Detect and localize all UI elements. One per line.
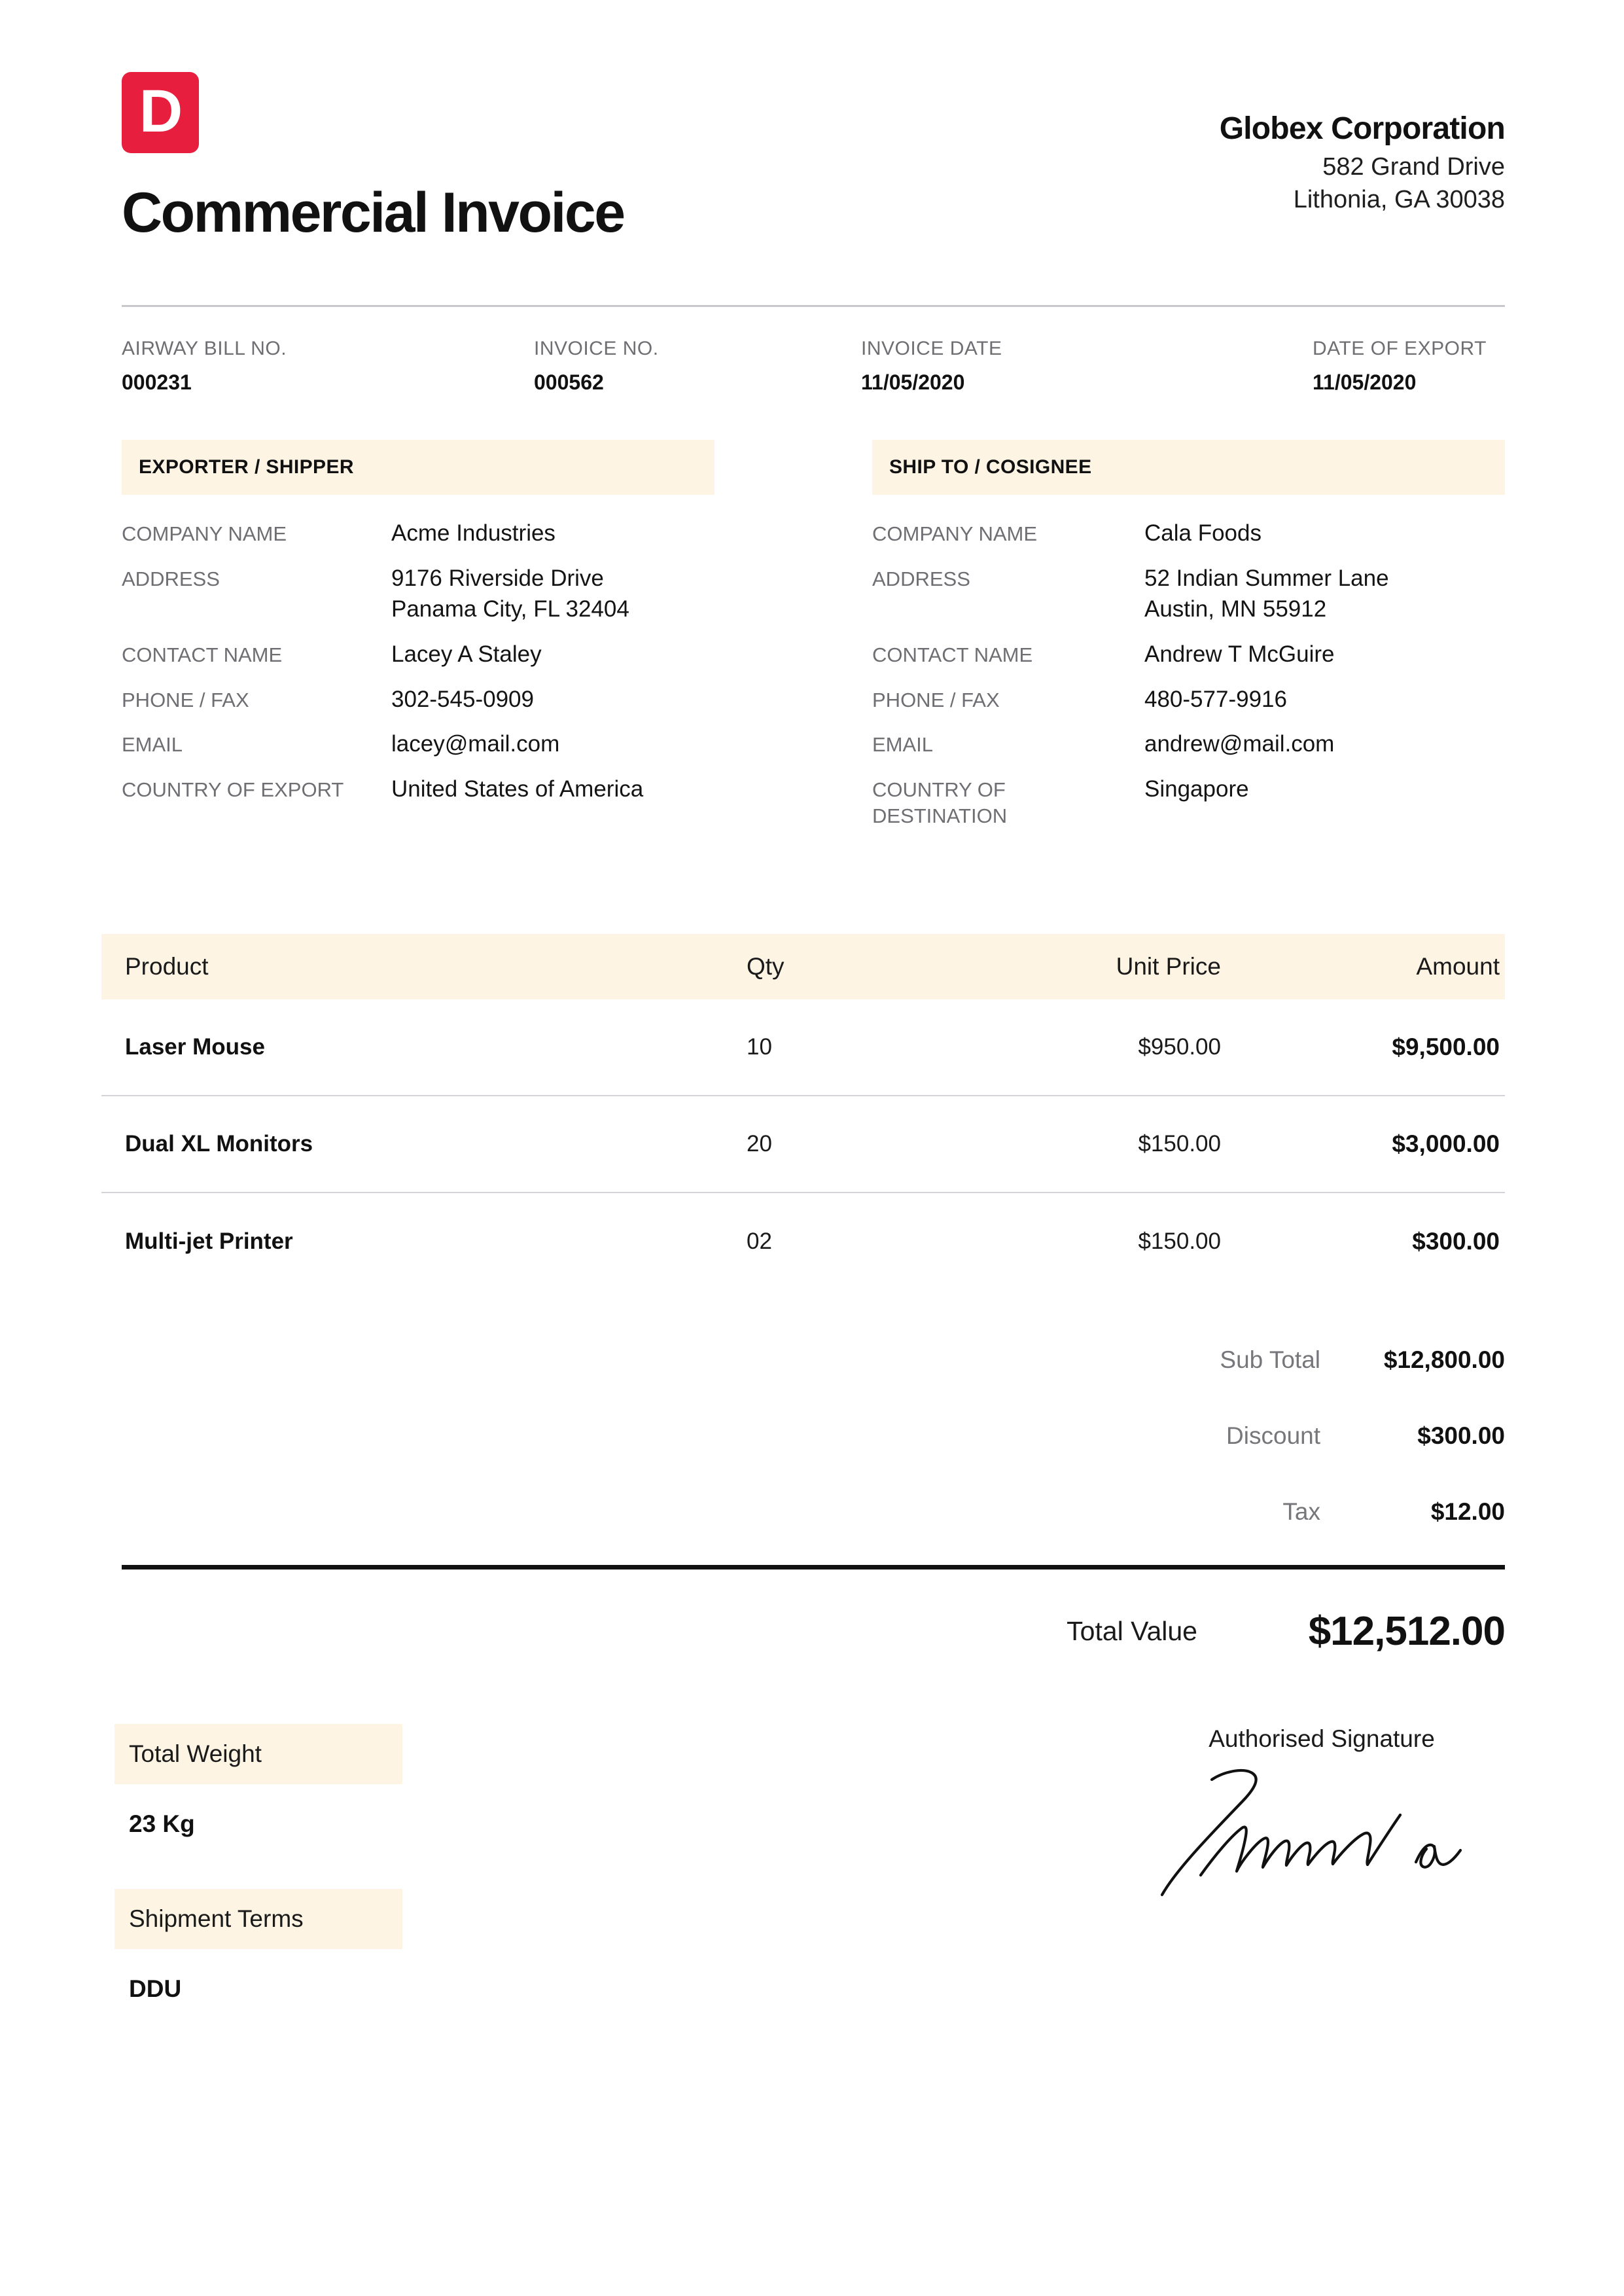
field-label: CONTACT NAME [122,643,283,666]
cell-product: Dual XL Monitors [125,1131,313,1157]
table-row [101,999,1505,1096]
shipment-terms-label: Shipment Terms [129,1905,304,1932]
cell-amount: $9,500.00 [1392,1033,1500,1060]
logo-letter: D [139,78,182,145]
company-name: Globex Corporation [1219,111,1505,146]
field-label: EMAIL [122,733,183,757]
grand-total-divider [122,1565,1505,1570]
field-value [1144,564,1505,625]
signature-caption: Authorised Signature [1209,1725,1435,1752]
cell-unit-price: $150.00 [1138,1229,1221,1254]
meta-field-date-of-export [1313,339,1505,393]
grand-total-row [122,1592,1505,1670]
totals-row-subtotal [122,1322,1505,1398]
field-label: CONTACT NAME [872,643,1033,666]
field-label: COUNTRY OF EXPORT [122,778,344,802]
cell-qty: 20 [747,1131,772,1157]
cell-product: Laser Mouse [125,1034,265,1060]
tax-value: $12.00 [1430,1498,1505,1525]
meta-value: 000562 [534,370,604,394]
cell-product: Multi-jet Printer [125,1229,293,1254]
field-value: andrew@mail.com [1144,731,1335,757]
cell-unit-price: $950.00 [1138,1034,1221,1060]
subtotal-value: $12,800.00 [1383,1346,1505,1373]
field-label: COMPANY NAME [122,522,287,545]
field-value: lacey@mail.com [391,731,560,757]
column-header-unit-price: Unit Price [1116,953,1221,980]
exporter-row-phone [122,685,715,715]
field-value: Lacey A Staley [391,641,542,667]
field-value: Singapore [1144,776,1249,802]
grand-total-label: Total Value [1067,1615,1197,1646]
shipment-terms-band [115,1889,402,1949]
company-address-line-2: Lithonia, GA 30038 [1293,185,1505,213]
field-value: United States of America [391,776,644,802]
address-line-1: 9176 Riverside Drive [391,565,604,591]
field-label: ADDRESS [122,567,220,590]
field-value: Andrew T McGuire [1144,641,1335,667]
column-header-qty: Qty [747,953,785,980]
consignee-row-contact [872,639,1505,670]
field-label: EMAIL [872,733,934,757]
header-divider [122,305,1505,307]
page-title: Commercial Invoice [122,181,624,244]
field-label-line-1: COUNTRY OF [872,778,1006,802]
document-header [122,0,1505,275]
exporter-row-company [122,518,715,549]
address-line-2: Panama City, FL 32404 [391,596,629,622]
cell-qty: 10 [747,1034,772,1060]
consignee-row-country [872,774,1505,829]
exporter-row-email [122,729,715,760]
cell-amount: $300.00 [1412,1228,1500,1255]
table-header-row [101,934,1505,999]
exporter-band [122,440,715,495]
discount-label: Discount [1226,1422,1320,1449]
field-value: Acme Industries [391,520,556,546]
table-row [101,1096,1505,1193]
table-row [101,1193,1505,1290]
consignee-band-title: SHIP TO / COSIGNEE [889,456,1092,478]
cell-qty: 02 [747,1229,772,1254]
address-line-1: 52 Indian Summer Lane [1144,565,1389,591]
brand-logo-icon [122,72,199,153]
meta-label: AIRWAY BILL NO. [122,338,287,359]
signature-area [1139,1727,1505,1910]
field-label: ADDRESS [872,567,970,590]
meta-field-invoice-date [861,339,1313,393]
line-items-table [101,934,1505,1290]
consignee-row-email [872,729,1505,760]
cell-amount: $3,000.00 [1392,1130,1500,1157]
shipment-terms-value: DDU [129,1975,182,2002]
cell-unit-price: $150.00 [1138,1131,1221,1157]
company-address-line-1: 582 Grand Drive [1322,152,1505,181]
meta-field-invoice-no [534,339,861,393]
exporter-band-title: EXPORTER / SHIPPER [139,456,354,478]
document-body [122,0,1505,275]
signature-icon [1139,1763,1505,1907]
field-value: 302-545-0909 [391,686,534,712]
consignee-row-phone [872,685,1505,715]
totals-row-discount [122,1398,1505,1474]
total-weight-label: Total Weight [129,1740,262,1767]
meta-label: DATE OF EXPORT [1313,338,1487,359]
column-header-amount: Amount [1416,953,1500,980]
total-weight-band [115,1724,402,1784]
consignee-row-address [872,564,1505,625]
consignee-band [872,440,1505,495]
shipment-details [115,1724,402,2003]
subtotal-label: Sub Total [1220,1346,1320,1373]
exporter-block [122,440,715,819]
totals-section [122,1322,1505,1550]
grand-total-value: $12,512.00 [1308,1608,1505,1654]
meta-field-airway-bill [122,339,534,393]
consignee-row-company [872,518,1505,549]
meta-value: 000231 [122,370,192,394]
exporter-row-address [122,564,715,625]
totals-row-tax [122,1474,1505,1550]
consignee-block [872,440,1505,844]
field-label: PHONE / FAX [122,688,249,711]
field-value: Cala Foods [1144,520,1262,546]
column-header-product: Product [125,953,209,980]
field-label: PHONE / FAX [872,688,1000,711]
field-value: 480-577-9916 [1144,686,1287,712]
field-label [872,774,1144,829]
field-label: COMPANY NAME [872,522,1038,545]
company-info [1220,111,1505,216]
meta-label: INVOICE DATE [861,338,1002,359]
exporter-row-contact [122,639,715,670]
field-value [391,564,715,625]
meta-label: INVOICE NO. [534,338,659,359]
meta-value: 11/05/2020 [1313,370,1417,394]
address-line-2: Austin, MN 55912 [1144,596,1327,622]
discount-value: $300.00 [1417,1422,1505,1449]
tax-label: Tax [1282,1498,1320,1525]
invoice-meta-row [122,339,1505,393]
meta-value: 11/05/2020 [861,370,965,394]
total-weight-value: 23 Kg [129,1810,195,1837]
exporter-row-country [122,774,715,805]
field-label-line-2: DESTINATION [872,804,1008,828]
